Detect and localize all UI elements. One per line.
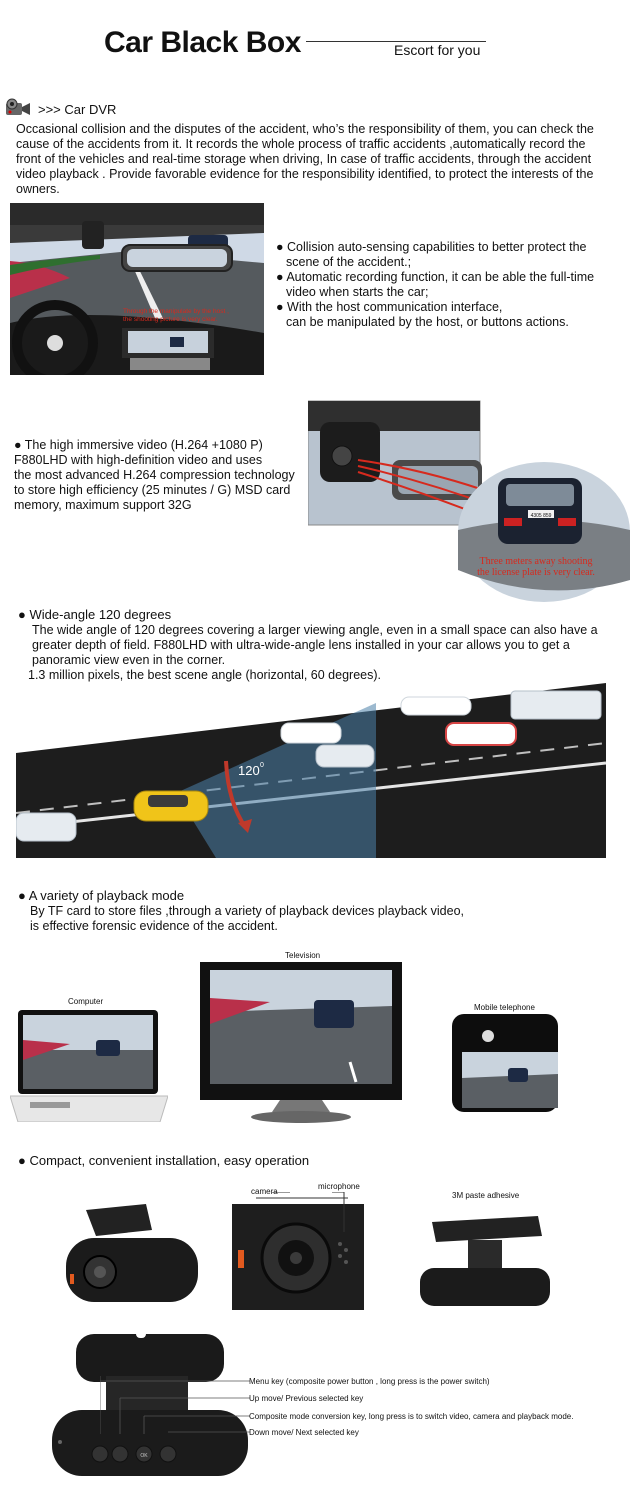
television-device-image (200, 962, 402, 1124)
car-dvr-description (16, 122, 626, 197)
description-line: front of the vehicles and real-time storage when driving, In case of traffic accidents, through the accident (16, 152, 592, 166)
menu-key-label: Menu key (composite power button , long press is the power switch) (249, 1377, 490, 1386)
description-line: video playback . Provide favorable evidence for the responsibility identified, to protect the interests of the (16, 167, 594, 181)
bullet-line: can be manipulated by the host, or buttons actions. (286, 315, 569, 329)
photo-caption-line: Three meters away shooting (479, 556, 593, 567)
video-quality-text (14, 438, 314, 513)
text-line: the most advanced H.264 compression technology (14, 468, 295, 482)
description-line: Occasional collision and the disputes of the accident, who’s the responsibility of them, you can check the (16, 122, 594, 136)
section-heading-car-dvr: >>> Car DVR (38, 102, 117, 117)
microphone-label: microphone (318, 1182, 360, 1191)
down-key-label: Down move/ Next selected key (249, 1428, 359, 1437)
bullet-line: ● Automatic recording function, it can be able the full-time (276, 270, 595, 284)
mobile-label: Mobile telephone (474, 1003, 535, 1012)
description-line: panoramic view even in the corner. (32, 653, 226, 667)
dashboard-interior-photo (10, 203, 264, 375)
description-line: The wide angle of 120 degrees covering a larger viewing angle, even in a small space can also have a (32, 623, 598, 637)
dashcam-front-image (56, 1200, 208, 1310)
bullet-line: video when starts the car; (286, 285, 429, 299)
television-label: Television (285, 951, 321, 960)
section-heading-playback: ● A variety of playback mode (18, 888, 185, 903)
video-camera-icon (5, 98, 31, 118)
text-line: memory, maximum support 32G (14, 498, 192, 512)
ok-button-label: OK (140, 1453, 148, 1459)
button-callout-lines (100, 1376, 250, 1440)
photo-caption-line: the shooting picture is very clear. (123, 316, 218, 323)
mobile-phone-image (448, 1014, 560, 1112)
description-line: owners. (16, 182, 60, 196)
description-line: cause of the accidents from it. It records the whole process of traffic accidents ,automatically record the (16, 137, 586, 151)
wide-angle-road-illustration (16, 683, 606, 858)
text-line: ● The high immersive video (H.264 +1080 P) (14, 438, 263, 452)
dashcam-lens-closeup (232, 1192, 364, 1310)
section-heading-wide-angle: ● Wide-angle 120 degrees (18, 607, 172, 622)
description-line: greater depth of field. F880LHD with ultra-wide-angle lens installed in your car allows you to get a (32, 638, 570, 652)
laptop-device-image (10, 1010, 168, 1122)
playback-description (30, 904, 590, 934)
description-line: is effective forensic evidence of the accident. (30, 919, 278, 933)
section-heading-installation: ● Compact, convenient installation, easy operation (18, 1153, 310, 1168)
dashcam-adhesive-mount (420, 1202, 550, 1306)
page-title: Car Black Box (104, 26, 301, 59)
up-key-label: Up move/ Previous selected key (249, 1394, 364, 1403)
text-line: to store high efficiency (25 minutes / G) MSD card (14, 483, 291, 497)
text-line: F880LHD with high-definition video and uses (14, 453, 263, 467)
bullet-line: ● Collision auto-sensing capabilities to better protect the (276, 240, 587, 254)
license-plate-photo (308, 400, 630, 605)
mode-key-label: Composite mode conversion key, long press is to switch video, camera and playback mode. (249, 1412, 574, 1421)
wide-angle-description (28, 623, 628, 683)
adhesive-label: 3M paste adhesive (452, 1191, 520, 1200)
page-subtitle: Escort for you (394, 42, 481, 58)
bullet-line: scene of the accident.; (286, 255, 412, 269)
computer-label: Computer (68, 997, 104, 1006)
license-plate-text: 4305 859 (530, 513, 552, 519)
photo-caption-line: the license plate is very clear. (477, 567, 595, 578)
camera-label: camera (251, 1187, 278, 1196)
photo-caption-line: Through the manipulate by the host , (123, 308, 229, 315)
bullet-line: ● With the host communication interface, (276, 300, 503, 314)
description-line: 1.3 million pixels, the best scene angle (horizontal, 60 degrees). (28, 668, 381, 682)
description-line: By TF card to store files ,through a variety of playback devices playback video, (30, 904, 465, 918)
angle-label: 120 (238, 763, 260, 778)
angle-unit: 0 (260, 762, 264, 769)
feature-bullet-list (276, 240, 626, 330)
